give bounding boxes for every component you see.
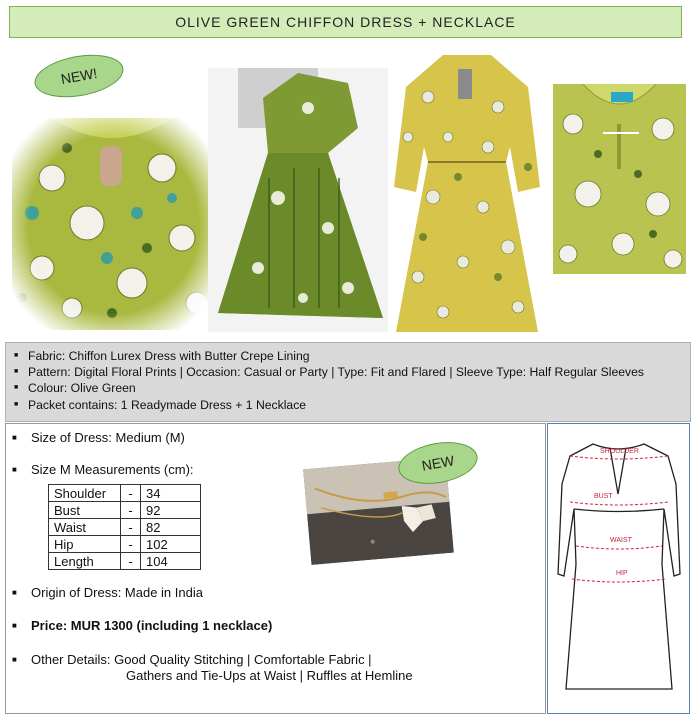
dress-closeup-photo	[12, 118, 215, 330]
origin-text: Origin of Dress: Made in India	[31, 585, 203, 600]
price-label: Price	[31, 618, 63, 633]
bullet-icon: ■	[12, 621, 17, 630]
table-row	[49, 485, 201, 502]
shoulder-label: SHOULDER	[600, 448, 639, 455]
price-text	[31, 618, 272, 634]
other-details-line1: Other Details: Good Quality Stitching | Comfortable Fabric |	[31, 652, 372, 667]
waist-label: WAIST	[610, 537, 632, 544]
hip-label: HIP	[616, 570, 628, 577]
measurement-label: Length	[49, 553, 121, 570]
feature-pattern: ■ Pattern: Digital Floral Prints | Occasion: Casual or Party | Type: Fit and Flared | Sleeve Type: Half Regular Sleeves	[14, 364, 682, 380]
table-row	[49, 536, 201, 553]
dress-side-photo	[208, 68, 388, 332]
measurements-heading: Size M Measurements (cm):	[31, 462, 194, 477]
bullet-icon: ■	[12, 588, 17, 597]
bullet-icon: ■	[12, 655, 17, 664]
other-details-row	[12, 652, 372, 668]
origin-row	[12, 585, 203, 601]
bullet-icon: ■	[12, 465, 17, 474]
size-row	[12, 430, 185, 446]
measurement-diagram	[547, 423, 690, 714]
measurement-value: 82	[141, 519, 201, 536]
measurement-sep: -	[121, 553, 141, 570]
feature-colour: ■ Colour: Olive Green	[14, 380, 682, 396]
measurement-value: 92	[141, 502, 201, 519]
feature-list	[5, 342, 691, 422]
bust-label: BUST	[594, 493, 613, 500]
measurement-label: Bust	[49, 502, 121, 519]
page-title: OLIVE GREEN CHIFFON DRESS + NECKLACE	[9, 6, 682, 38]
size-text: Size of Dress: Medium (M)	[31, 430, 185, 445]
table-row	[49, 502, 201, 519]
measurements-table	[48, 484, 201, 570]
other-details-line2: Gathers and Tie-Ups at Waist | Ruffles at Hemline	[126, 668, 413, 683]
measurement-sep: -	[121, 485, 141, 502]
measurement-label: Hip	[49, 536, 121, 553]
feature-packet: ■ Packet contains: 1 Readymade Dress + 1 Necklace	[14, 397, 682, 413]
other-details-row-2	[126, 668, 413, 684]
measurements-heading-row	[12, 462, 194, 478]
measurement-value: 104	[141, 553, 201, 570]
dress-front-photo	[388, 47, 546, 337]
measurement-sep: -	[121, 536, 141, 553]
measurement-value: 102	[141, 536, 201, 553]
feature-fabric: ■ Fabric: Chiffon Lurex Dress with Butter Crepe Lining	[14, 348, 682, 364]
bullet-icon: ■	[12, 433, 17, 442]
price-value: : MUR 1300 (including 1 necklace)	[62, 618, 273, 633]
new-badge: NEW!	[31, 48, 127, 103]
measurement-sep: -	[121, 502, 141, 519]
table-row	[49, 553, 201, 570]
measurement-value: 34	[141, 485, 201, 502]
table-row	[49, 519, 201, 536]
necklace-new-badge: NEW	[395, 436, 481, 489]
neckline-detail-photo	[553, 84, 686, 274]
measurement-label: Waist	[49, 519, 121, 536]
measurement-label: Shoulder	[49, 485, 121, 502]
measurement-sep: -	[121, 519, 141, 536]
price-row	[12, 618, 272, 634]
